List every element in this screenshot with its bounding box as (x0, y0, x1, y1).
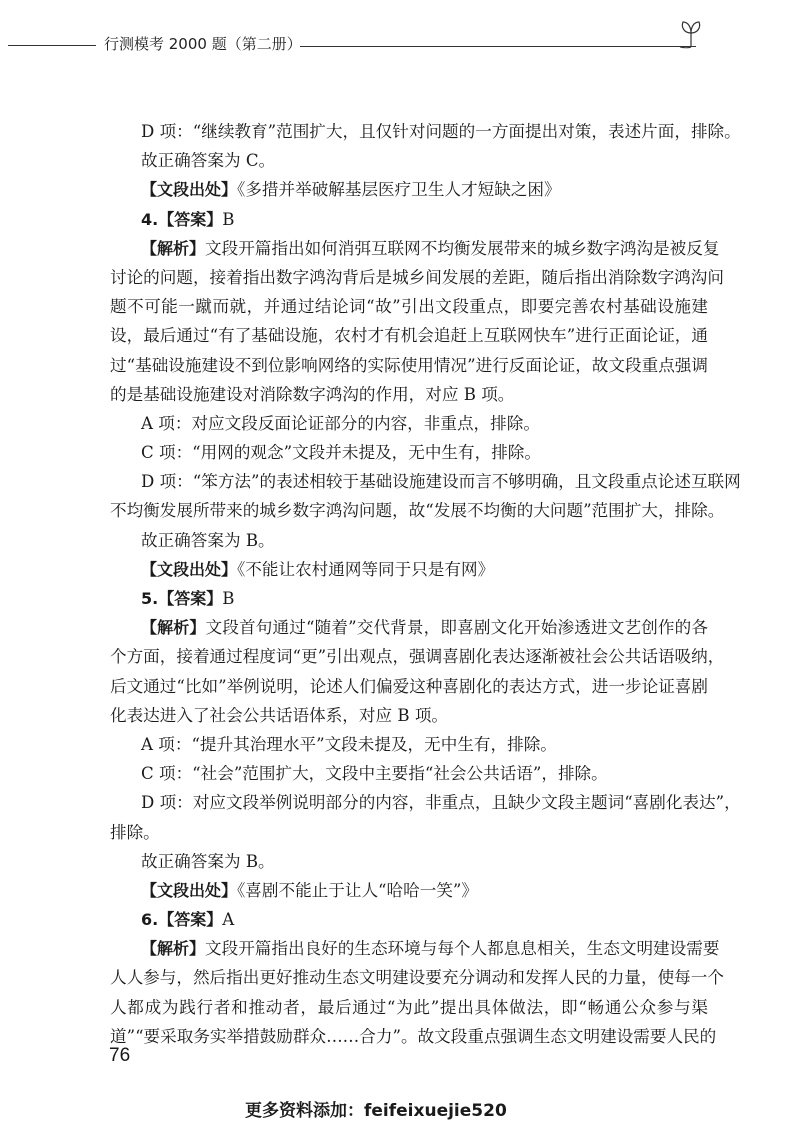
line-text: 的是基础设施建设对消除数字鸿沟的作用，对应 B 项。 (110, 384, 515, 404)
book-title: 行测模考 2000 题（第二册） (104, 35, 302, 53)
line-text: B (222, 209, 235, 229)
line-text: 讨论的问题，接着指出数字鸿沟背后是城乡间发展的差距，随后指出消除数字鸿沟问 (110, 267, 724, 287)
line-text: 故正确答案为 B。 (141, 851, 275, 871)
text-line (110, 146, 708, 175)
line-text: 不均衡发展所带来的城乡数字鸿沟问题，故“发展不均衡的大问题”范围扩大，排除。 (110, 501, 725, 521)
text-line (110, 496, 725, 525)
section-label: 4.【答案】 (141, 209, 223, 229)
line-text: C 项：“用网的观念”文段并未提及，无中生有，排除。 (141, 443, 541, 463)
line-text: 《喜剧不能止于让人“哈哈一笑”》 (237, 880, 478, 900)
text-line (110, 409, 708, 438)
footer-note: 更多资料添加：feifeixuejie520 (245, 1101, 507, 1121)
line-text: A (222, 910, 235, 930)
text-line (110, 234, 720, 263)
text-line (110, 117, 741, 146)
line-text: C 项：“社会”范围扩大，文段中主要指“社会公共话语”，排除。 (141, 764, 608, 784)
line-text: 道”“要采取务实举措鼓励群众……合力”。故文段重点强调生态文明建设需要人民的 (110, 1026, 717, 1046)
text-line (110, 730, 708, 759)
line-text: A 项：“提升其治理水平”文段未提及，无中生有，排除。 (141, 734, 557, 754)
text-line (110, 555, 708, 584)
line-text: 《多措并举破解基层医疗卫生人才短缺之困》 (237, 180, 561, 200)
text-line (110, 175, 708, 204)
section-label: 【解析】 (141, 618, 206, 638)
line-text: 文段开篇指出如何消弭互联网不均衡发展带来的城乡数字鸿沟是被反复 (205, 238, 720, 258)
section-label: 【文段出处】 (141, 180, 238, 200)
text-line (110, 963, 724, 992)
line-text: D 项：“笨方法”的表述相较于基础设施建设而言不够明确，且文段重点论述互联网 (141, 472, 741, 492)
section-label: 【文段出处】 (141, 880, 238, 900)
text-line (110, 876, 708, 905)
text-line (110, 613, 708, 642)
text-line (110, 467, 741, 496)
section-label: 【解析】 (141, 939, 206, 959)
section-label: 【解析】 (141, 238, 206, 258)
header-rule-left (8, 45, 96, 46)
line-text: 后文通过“比如”举例说明，论述人们偏爱这种喜剧化的表达方式，进一步论证喜剧 (110, 676, 708, 696)
text-line (110, 759, 708, 788)
line-text: D 项：对应文段举例说明部分的内容，非重点，且缺少文段主题词“喜剧化表达”， (141, 793, 741, 813)
text-line (110, 701, 708, 730)
text-line (110, 438, 708, 467)
text-line (110, 263, 724, 292)
sprout-icon (678, 19, 704, 49)
line-text: 故正确答案为 C。 (141, 151, 276, 171)
text-line (110, 847, 708, 876)
text-line (110, 642, 725, 671)
text-line (110, 672, 708, 701)
line-text: 排除。 (110, 822, 160, 842)
text-line (110, 993, 708, 1022)
text-line (110, 526, 708, 555)
text-line (110, 205, 708, 234)
text-line (110, 584, 708, 613)
text-line (110, 788, 741, 817)
line-text: 文段首句通过“随着”交代背景，即喜剧文化开始渗透进文艺创作的各 (205, 618, 708, 638)
section-label: 6.【答案】 (141, 910, 223, 930)
text-line (110, 380, 708, 409)
text-line (110, 905, 708, 934)
text-line (110, 292, 708, 321)
section-label: 【文段出处】 (141, 559, 238, 579)
line-text: D 项：“继续教育”范围扩大，且仅针对问题的一方面提出对策，表述片面，排除。 (141, 122, 741, 141)
line-text: 人人参与，然后指出更好推动生态文明建设要充分调动和发挥人民的力量，使每一个 (110, 968, 724, 988)
line-text: 故正确答案为 B。 (141, 530, 275, 550)
text-line (110, 1022, 717, 1051)
text-line (110, 351, 708, 380)
text-line (110, 934, 720, 963)
line-text: 过“基础设施建设不到位影响网络的实际使用情况”进行反面论证，故文段重点强调 (110, 355, 708, 375)
line-text: 化表达进入了社会公共话语体系，对应 B 项。 (110, 705, 449, 725)
line-text: B (222, 589, 235, 608)
header-rule-right (300, 46, 696, 47)
section-label: 5.【答案】 (141, 589, 223, 608)
line-text: 文段开篇指出良好的生态环境与每个人都息息相关，生态文明建设需要 (205, 939, 720, 959)
line-text: A 项：对应文段反面论证部分的内容，非重点，排除。 (141, 413, 540, 433)
answer-explanations (110, 117, 741, 1051)
line-text: 《不能让农村通网等同于只是有网》 (237, 559, 495, 579)
running-header (0, 33, 800, 57)
line-text: 设，最后通过“有了基础设施，农村才有机会追赶上互联网快车”进行正面论证，通 (110, 326, 708, 346)
line-text: 题不可能一蹴而就，并通过结论词“故”引出文段重点，即要完善农村基础设施建 (110, 297, 708, 317)
text-line (110, 818, 708, 847)
page-number: 76 (109, 1045, 131, 1066)
text-line (110, 321, 708, 350)
line-text: 人都成为践行者和推动者，最后通过“为此”提出具体做法，即“畅通公众参与渠 (110, 997, 708, 1017)
line-text: 个方面，接着通过程度词“更”引出观点，强调喜剧化表达逐渐被社会公共话语吸纳， (110, 647, 725, 667)
